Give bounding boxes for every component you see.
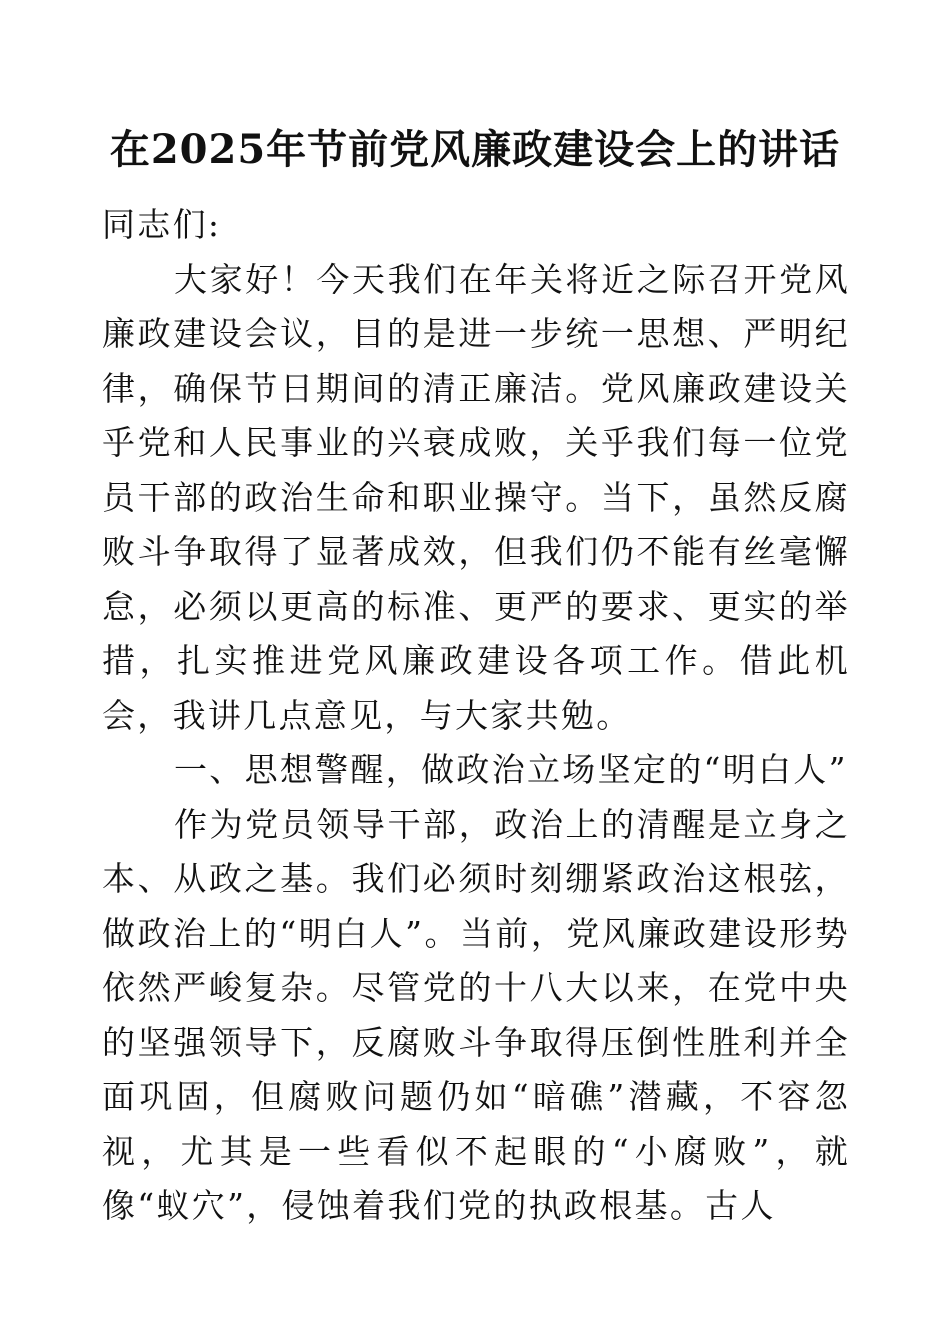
section-heading-1: 一、思想警醒，做政治立场坚定的“明白人” [174, 750, 848, 789]
paragraph-section-1: 作为党员领导干部，政治上的清醒是立身之本、从政之基。我们必须时刻绷紧政治这根弦，做政治上的“明白人”。当前，党风廉政建设形势依然严峻复杂。尽管党的十八大以来，在党中央的坚强领导下，反腐败斗争取得压倒性胜利并全面巩固，但腐败问题仍如“暗礁”潜藏，不容忽视，尤其是一些看似不起眼的“小腐败”，就像“蚁穴”，侵蚀着我们党的执政根基。古人 [102, 804, 850, 1225]
salutation: 同志们: [102, 205, 222, 244]
document-title: 在2025年节前党风廉政建设会上的讲话 [109, 126, 841, 173]
document-body [102, 198, 850, 1234]
paragraph-opening: 大家好！今天我们在年关将近之际召开党风廉政建设会议，目的是进一步统一思想、严明纪律，确保节日期间的清正廉洁。党风廉政建设关乎党和人民事业的兴衰成败，关乎我们每一位党员干部的政治生命和职业操守。当下，虽然反腐败斗争取得了显著成效，但我们仍不能有丝毫懈怠，必须以更高的标准、更严的要求、更实的举措，扎实推进党风廉政建设各项工作。借此机会，我讲几点意见，与大家共勉。 [102, 259, 850, 735]
